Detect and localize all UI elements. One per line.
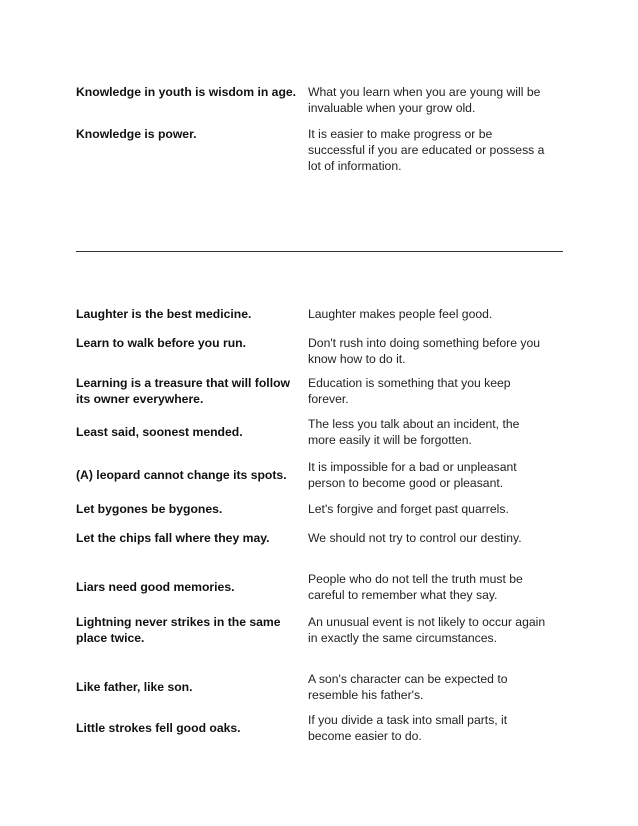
proverb-row [76, 501, 546, 517]
proverb-row [76, 126, 546, 174]
proverb-term: (A) leopard cannot change its spots. [76, 468, 287, 482]
proverb-term: Learn to walk before you run. [76, 336, 246, 350]
proverb-term: Let bygones be bygones. [76, 502, 223, 516]
section-divider [76, 251, 563, 252]
proverb-meaning: The less you talk about an incident, the more easily it will be forgotten. [308, 417, 520, 447]
proverb-meaning: It is easier to make progress or be successful if you are educated or possess a lot of information. [308, 127, 545, 173]
proverb-row [76, 459, 546, 491]
proverb-row [76, 530, 546, 546]
proverb-term: Knowledge is power. [76, 127, 197, 141]
proverb-row [76, 416, 546, 448]
proverb-term: Laughter is the best medicine. [76, 307, 252, 321]
proverb-term: Knowledge in youth is wisdom in age. [76, 85, 297, 99]
proverb-term: Liars need good memories. [76, 580, 235, 594]
proverb-meaning: Don't rush into doing something before you know how to do it. [308, 336, 541, 366]
proverb-meaning: Let's forgive and forget past quarrels. [308, 502, 509, 516]
proverb-row [76, 671, 546, 703]
proverb-row [76, 375, 546, 407]
proverb-meaning: What you learn when you are young will be invaluable when your grow old. [308, 85, 541, 115]
proverb-term: Like father, like son. [76, 680, 193, 694]
proverb-row [76, 335, 546, 367]
proverb-meaning: Education is something that you keep forever. [308, 376, 511, 406]
proverb-meaning: If you divide a task into small parts, it become easier to do. [308, 713, 508, 743]
proverb-row [76, 614, 546, 646]
proverb-row [76, 306, 546, 322]
proverb-row [76, 571, 546, 603]
proverb-term: Little strokes fell good oaks. [76, 721, 241, 735]
proverb-term: Let the chips fall where they may. [76, 531, 270, 545]
proverb-term: Learning is a treasure that will follow its owner everywhere. [76, 376, 291, 406]
proverb-meaning: It is impossible for a bad or unpleasant person to become good or pleasant. [308, 460, 517, 490]
proverb-row [76, 712, 546, 744]
proverb-meaning: We should not try to control our destiny. [308, 531, 522, 545]
proverb-term: Lightning never strikes in the same place twice. [76, 615, 281, 645]
proverb-term: Least said, soonest mended. [76, 425, 243, 439]
proverb-meaning: An unusual event is not likely to occur again in exactly the same circumstances. [308, 615, 546, 645]
proverb-row [76, 84, 546, 116]
proverb-meaning: Laughter makes people feel good. [308, 307, 493, 321]
proverb-meaning: A son's character can be expected to resemble his father's. [308, 672, 508, 702]
proverb-meaning: People who do not tell the truth must be careful to remember what they say. [308, 572, 523, 602]
